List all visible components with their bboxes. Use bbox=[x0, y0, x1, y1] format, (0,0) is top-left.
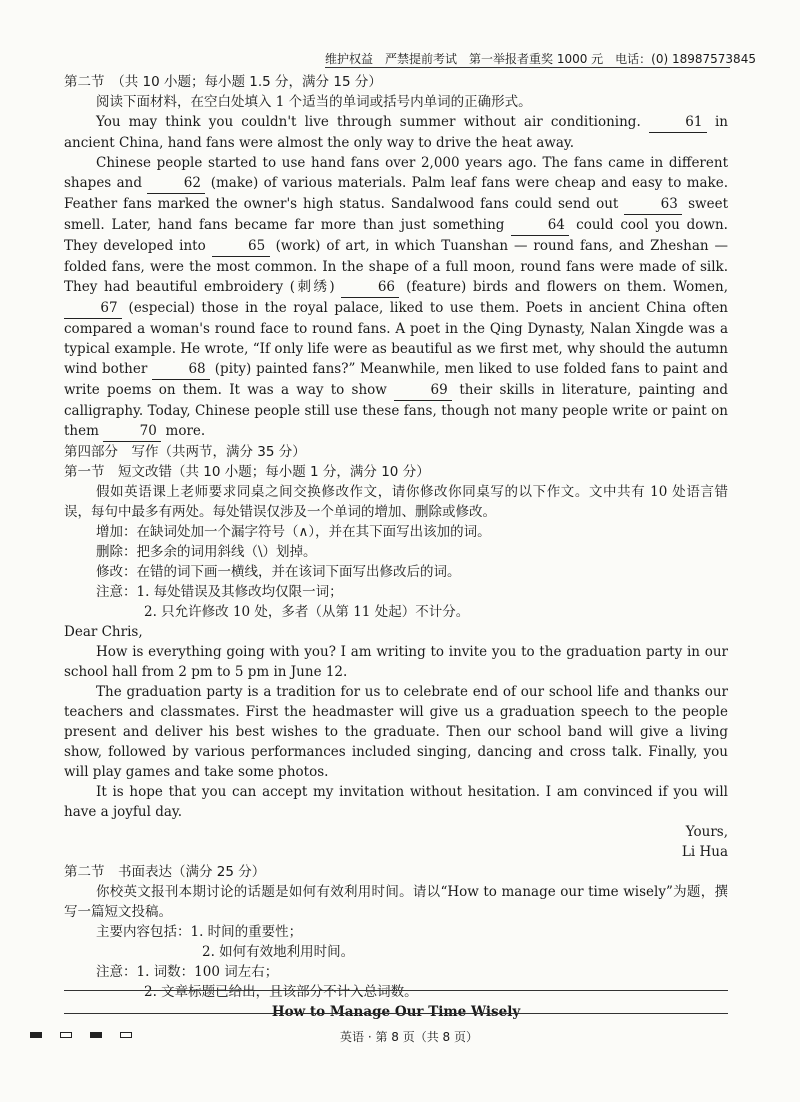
section-title: 第二节 （共 10 小题；每小题 1.5 分，满分 15 分） bbox=[64, 74, 382, 90]
text-segment: Chinese people started to use hand fans over 2,000 years ago. The fans came in different shapes and bbox=[64, 155, 728, 191]
letter-paragraph-3: It is hope that you can accept my invitation without hesitation. I am convinced if you will have a joyful day. bbox=[64, 784, 728, 820]
blank-69: 69 bbox=[394, 380, 452, 401]
footer-mark-empty bbox=[60, 1032, 72, 1038]
footer-mark-filled bbox=[30, 1032, 42, 1038]
letter-closing: Yours, bbox=[685, 824, 728, 840]
page-number: 英语 · 第 8 页（共 8 页） bbox=[340, 1030, 478, 1044]
text-segment: more. bbox=[165, 423, 206, 439]
section-instruction: 阅读下面材料，在空白处填入 1 个适当的单词或括号内单词的正确形式。 bbox=[96, 94, 532, 110]
footer-mark-filled bbox=[90, 1032, 102, 1038]
blank-61: 61 bbox=[649, 112, 707, 133]
letter-paragraph-1: How is everything going with you? I am writing to invite you to the graduation party in our school hall from 2 pm to 5 pm in June 12. bbox=[64, 644, 728, 680]
page-header: 维护权益 严禁提前考试 第一举报者重奖 1000 元 电话：(0) 18987573845 bbox=[325, 52, 756, 66]
text-segment: (work) of art, in which Tuanshan — round fans, and Zheshan — folded fans, were the most common. In the shape of a full moon, round fans were made of silk. They had beautiful embroidery (刺绣) bbox=[64, 238, 728, 295]
blank-70: 70 bbox=[103, 421, 161, 442]
sec1-title: 第一节 短文改错（共 10 小题；每小题 1 分，满分 10 分） bbox=[64, 464, 430, 480]
blank-64: 64 bbox=[511, 215, 569, 236]
passage-paragraph-1 bbox=[64, 112, 728, 153]
content-2: 2. 如何有效地利用时间。 bbox=[202, 944, 355, 960]
text-segment: (especial) those in the royal palace, liked to use them. Poets in ancient China often compared a woman's round face to round fans. A poet in the Qing Dynasty, Nalan Xingde was a typical example. He wrote, “If only life were as beautiful as we first met, why should the autumn wind bother bbox=[64, 300, 729, 377]
writing-line bbox=[64, 1013, 728, 1014]
sec2-title: 第二节 书面表达（满分 25 分） bbox=[64, 864, 266, 880]
part4-title: 第四部分 写作（共两节，满分 35 分） bbox=[64, 444, 306, 460]
blank-66: 66 bbox=[341, 277, 399, 298]
text-segment: (feature) birds and flowers on them. Women, bbox=[406, 279, 728, 295]
blank-65: 65 bbox=[212, 236, 270, 257]
sec2-instruction: 你校英文报刊本期讨论的话题是如何有效利用时间。请以“How to manage our time wisely”为题，撰写一篇短文投稿。 bbox=[64, 884, 728, 920]
writing-line bbox=[64, 990, 728, 991]
note-1: 注意：1. 每处错误及其修改均仅限一词； bbox=[96, 584, 343, 600]
footer-mark-empty bbox=[120, 1032, 132, 1038]
note-2: 2. 只允许修改 10 处，多者（从第 11 处起）不计分。 bbox=[144, 604, 470, 620]
rule-delete: 删除：把多余的词用斜线（\）划掉。 bbox=[96, 544, 317, 560]
essay-title: How to Manage Our Time Wisely bbox=[271, 1004, 521, 1020]
text-segment: (make) of various materials. Palm leaf fans were cheap and easy to make. Feather fans marked the owner's high status. Sandalwood fans could send out bbox=[64, 175, 729, 212]
text-segment: in ancient China, hand fans were almost the only way to drive the heat away. bbox=[64, 114, 728, 151]
letter-paragraph-2: The graduation party is a tradition for us to celebrate end of our school life and thanks our teachers and classmates. First the headmaster will give us a graduation speech to the people present and deliver his best wishes to the graduate. Then our school band will give a living show, followed by various performances included singing, dancing and cross talk. Finally, you will play games and take some photos. bbox=[64, 684, 728, 780]
blank-63: 63 bbox=[624, 194, 682, 215]
letter-signature: Li Hua bbox=[681, 844, 728, 860]
text-segment: (pity) painted fans?” Meanwhile, men liked to use folded fans to paint and write poems on them. It was a way to show bbox=[64, 361, 729, 398]
blank-67: 67 bbox=[64, 298, 122, 319]
letter-greeting: Dear Chris, bbox=[64, 624, 143, 640]
sec1-instruction: 假如英语课上老师要求同桌之间交换修改作文，请你修改你同桌写的以下作文。文中共有 10 处语言错误，每句中最多有两处。每处错误仅涉及一个单词的增加、删除或修改。 bbox=[64, 484, 728, 520]
text-segment: sweet smell. Later, hand fans became far more than just something bbox=[64, 196, 728, 233]
rule-modify: 修改：在错的词下画一横线，并在该词下面写出修改后的词。 bbox=[96, 564, 461, 580]
note-b: 2. 文章标题已给出，且该部分不计入总词数。 bbox=[144, 984, 418, 1000]
rule-add: 增加：在缺词处加一个漏字符号（∧），并在其下面写出该加的词。 bbox=[96, 524, 491, 540]
page-content bbox=[64, 72, 728, 1022]
passage-paragraph-2 bbox=[64, 153, 728, 442]
text-segment: their skills in literature, painting and calligraphy. Today, Chinese people still use these fans, though not many people write or paint on them bbox=[64, 382, 728, 439]
text-segment: You may think you couldn't live through summer without air conditioning. bbox=[96, 114, 641, 130]
blank-62: 62 bbox=[147, 173, 205, 194]
note-a: 注意：1. 词数：100 词左右； bbox=[96, 964, 279, 980]
blank-68: 68 bbox=[152, 359, 210, 380]
content-1: 主要内容包括：1. 时间的重要性； bbox=[96, 924, 303, 940]
text-segment: could cool you down. They developed into bbox=[64, 217, 728, 254]
